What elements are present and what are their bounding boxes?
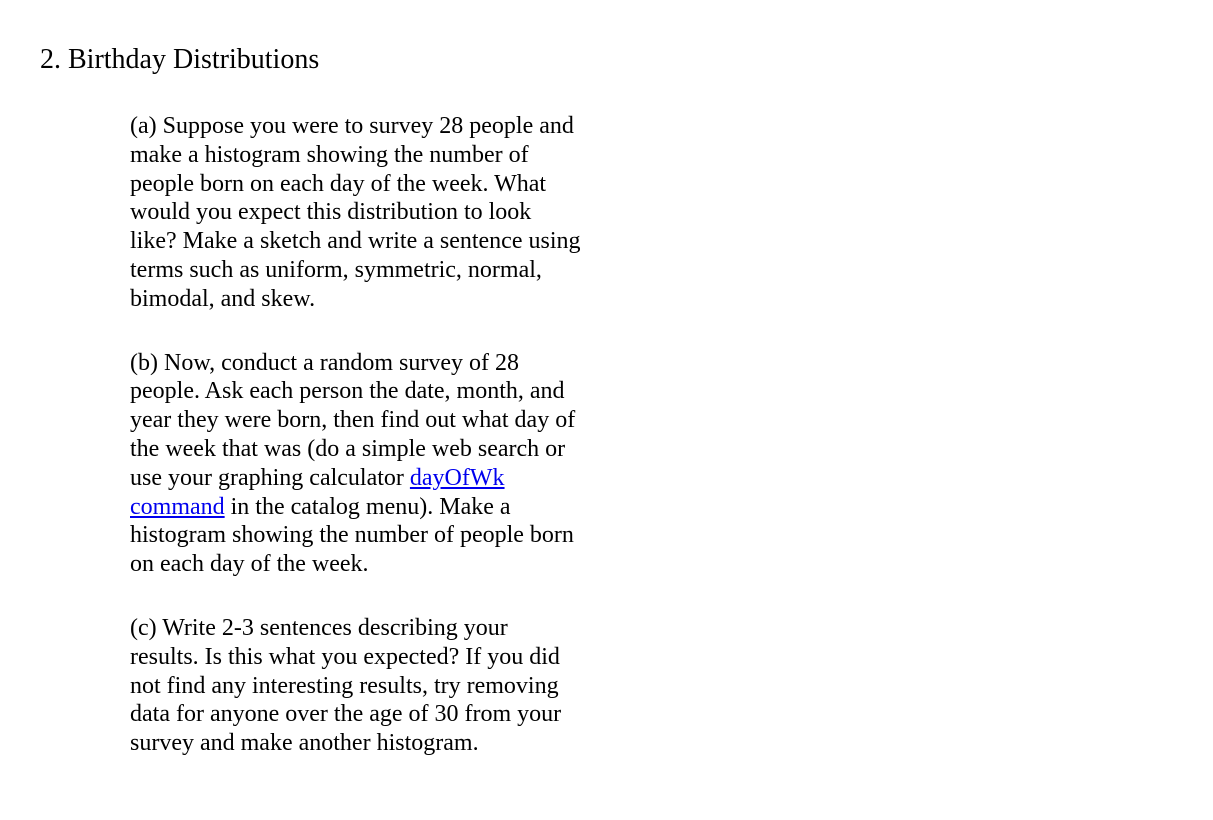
question-part-a [130,112,610,314]
question-part-b [130,349,610,579]
part-b-line: on each day of the week. [130,551,369,578]
part-b-line: people. Ask each person the date, month, and [130,378,565,405]
part-a-line: terms such as uniform, symmetric, normal, [130,256,542,283]
part-a-line: like? Make a sketch and write a sentence using [130,228,581,255]
part-c-line: data for anyone over the age of 30 from your [130,701,562,728]
part-b-line: year they were born, then find out what day of [130,407,576,434]
part-a-line: (a) Suppose you were to survey 28 people and [130,113,574,139]
part-a-line: make a histogram showing the number of [130,141,529,168]
part-b-line: (b) Now, conduct a random survey of 28 [130,349,520,376]
question-part-c [130,614,610,758]
part-b-line-prefix: use your graphing calculator [130,464,410,491]
command-link[interactable]: command [130,493,225,520]
part-c-line: results. Is this what you expected? If you did [130,643,560,670]
part-b-line-with-link [130,464,610,493]
part-a-line: would you expect this distribution to look [130,199,532,226]
part-c-line: (c) Write 2-3 sentences describing your [130,614,508,641]
part-b-line: the week that was (do a simple web search or [130,435,566,462]
part-a-line: people born on each day of the week. What [130,170,547,197]
section-heading: 2. Birthday Distributions [40,44,320,75]
part-c-line: not find any interesting results, try removing [130,672,559,699]
part-b-line-with-link [130,493,610,522]
part-b-line: histogram showing the number of people born [130,522,574,549]
part-a-line: bimodal, and skew. [130,285,316,312]
part-b-line-suffix: in the catalog menu). Make a [224,493,511,520]
part-c-line: survey and make another histogram. [130,730,479,757]
dayofwk-link[interactable]: dayOfWk [409,464,505,491]
question-list [130,112,610,793]
